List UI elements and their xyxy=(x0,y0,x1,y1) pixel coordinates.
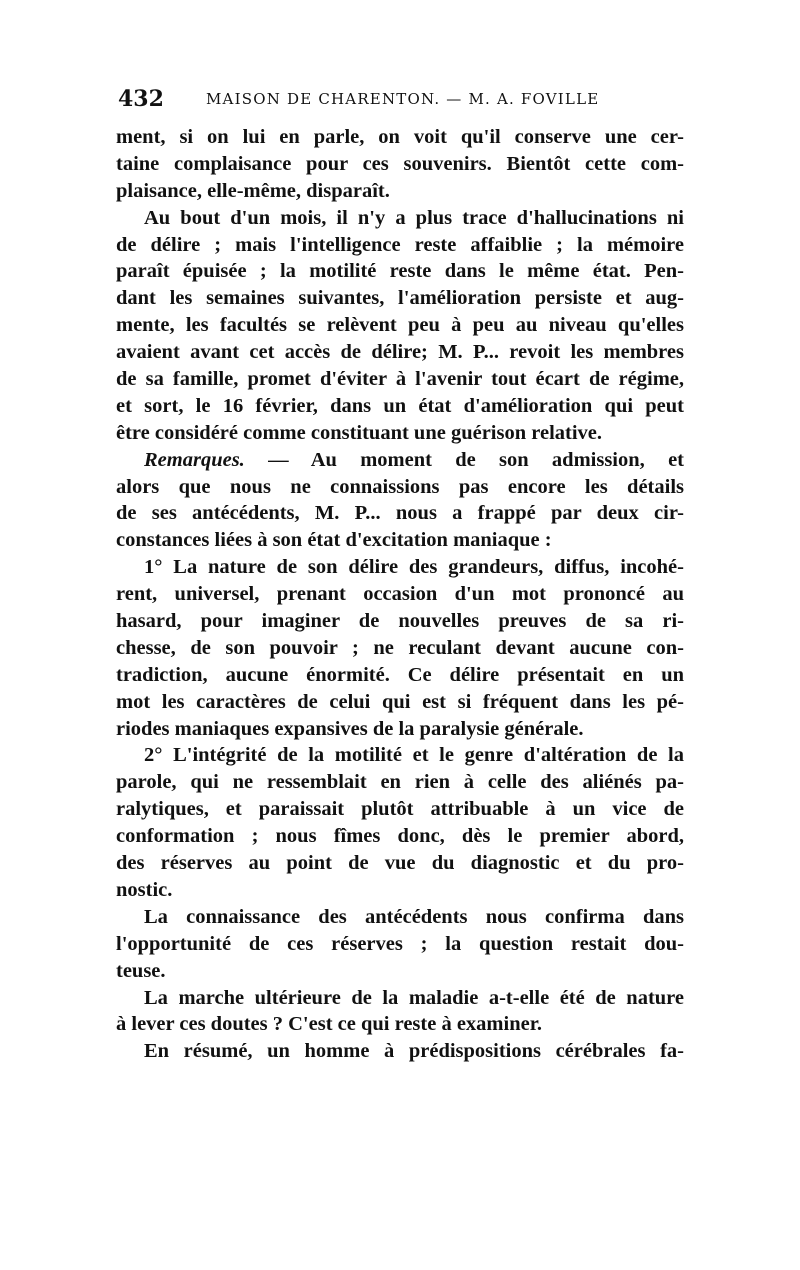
text-line: riodes maniaques expansives de la paralysie générale. xyxy=(116,717,584,740)
text-line: de délire ; mais l'intelligence reste affaiblie ; la mémoire xyxy=(116,233,684,256)
page-number: 432 xyxy=(118,86,164,112)
text-line: plaisance, elle-même, disparaît. xyxy=(116,179,390,202)
text-line: alors que nous ne connaissions pas encore les détails xyxy=(116,475,684,498)
text-line: Remarques. — Au moment de son admission, et xyxy=(144,448,684,471)
text-line: dant les semaines suivantes, l'amélioration persiste et aug- xyxy=(116,287,684,310)
text-line: être considéré comme constituant une guérison relative. xyxy=(116,421,603,444)
text-line: Au bout d'un mois, il n'y a plus trace d'hallucinations ni xyxy=(144,206,684,229)
text-line: En résumé, un homme à prédispositions cérébrales fa- xyxy=(144,1040,684,1063)
text-line: hasard, pour imaginer de nouvelles preuves de sa ri- xyxy=(116,610,684,633)
running-head-title: MAISON DE CHARENTON. — M. A. FOVILLE xyxy=(206,90,600,108)
text-line: chesse, de son pouvoir ; ne reculant devant aucune con- xyxy=(116,636,684,659)
text-line: de ses antécédents, M. P... nous a frappé par deux cir- xyxy=(116,502,684,525)
text-line: conformation ; nous fîmes donc, dès le premier abord, xyxy=(116,825,684,848)
text-line: nostic. xyxy=(116,878,173,901)
text-line: et sort, le 16 février, dans un état d'amélioration qui peut xyxy=(116,394,684,417)
section-label: Remarques. xyxy=(144,448,245,471)
text-line: ment, si on lui en parle, on voit qu'il conserve une cer- xyxy=(116,126,684,148)
running-head xyxy=(118,86,684,116)
text-line: l'opportunité de ces réserves ; la question restait dou- xyxy=(116,932,684,955)
text-line: parole, qui ne ressemblait en rien à celle des aliénés pa- xyxy=(116,771,684,794)
text-line: 2° L'intégrité de la motilité et le genre d'altération de la xyxy=(144,744,684,767)
text-line: teuse. xyxy=(116,959,166,982)
text-line: constances liées à son état d'excitation maniaque : xyxy=(116,529,552,552)
text-line: de sa famille, promet d'éviter à l'avenir tout écart de régime, xyxy=(116,368,684,391)
text-line: mot les caractères de celui qui est si fréquent dans les pé- xyxy=(116,690,684,713)
text-line: La connaissance des antécédents nous confirma dans xyxy=(144,905,684,928)
text-line: La marche ultérieure de la maladie a-t-elle été de nature xyxy=(144,986,684,1009)
text-line: avaient avant cet accès de délire; M. P... revoit les membres xyxy=(116,341,684,364)
text-line: à lever ces doutes ? C'est ce qui reste à examiner. xyxy=(116,1013,543,1036)
text-line: taine complaisance pour ces souvenirs. Bientôt cette com- xyxy=(116,152,684,175)
text-line: rent, universel, prenant occasion d'un mot prononcé au xyxy=(116,583,684,606)
text-line: des réserves au point de vue du diagnostic et du pro- xyxy=(116,852,684,875)
text-line: 1° La nature de son délire des grandeurs, diffus, incohé- xyxy=(144,556,684,579)
text-line: mente, les facultés se relèvent peu à peu au niveau qu'elles xyxy=(116,314,684,337)
body-text xyxy=(116,124,684,1065)
text-line: paraît épuisée ; la motilité reste dans le même état. Pen- xyxy=(116,260,684,283)
text-line: ralytiques, et paraissait plutôt attribuable à un vice de xyxy=(116,798,684,821)
text-line: tradiction, aucune énormité. Ce délire présentait en un xyxy=(116,663,684,686)
